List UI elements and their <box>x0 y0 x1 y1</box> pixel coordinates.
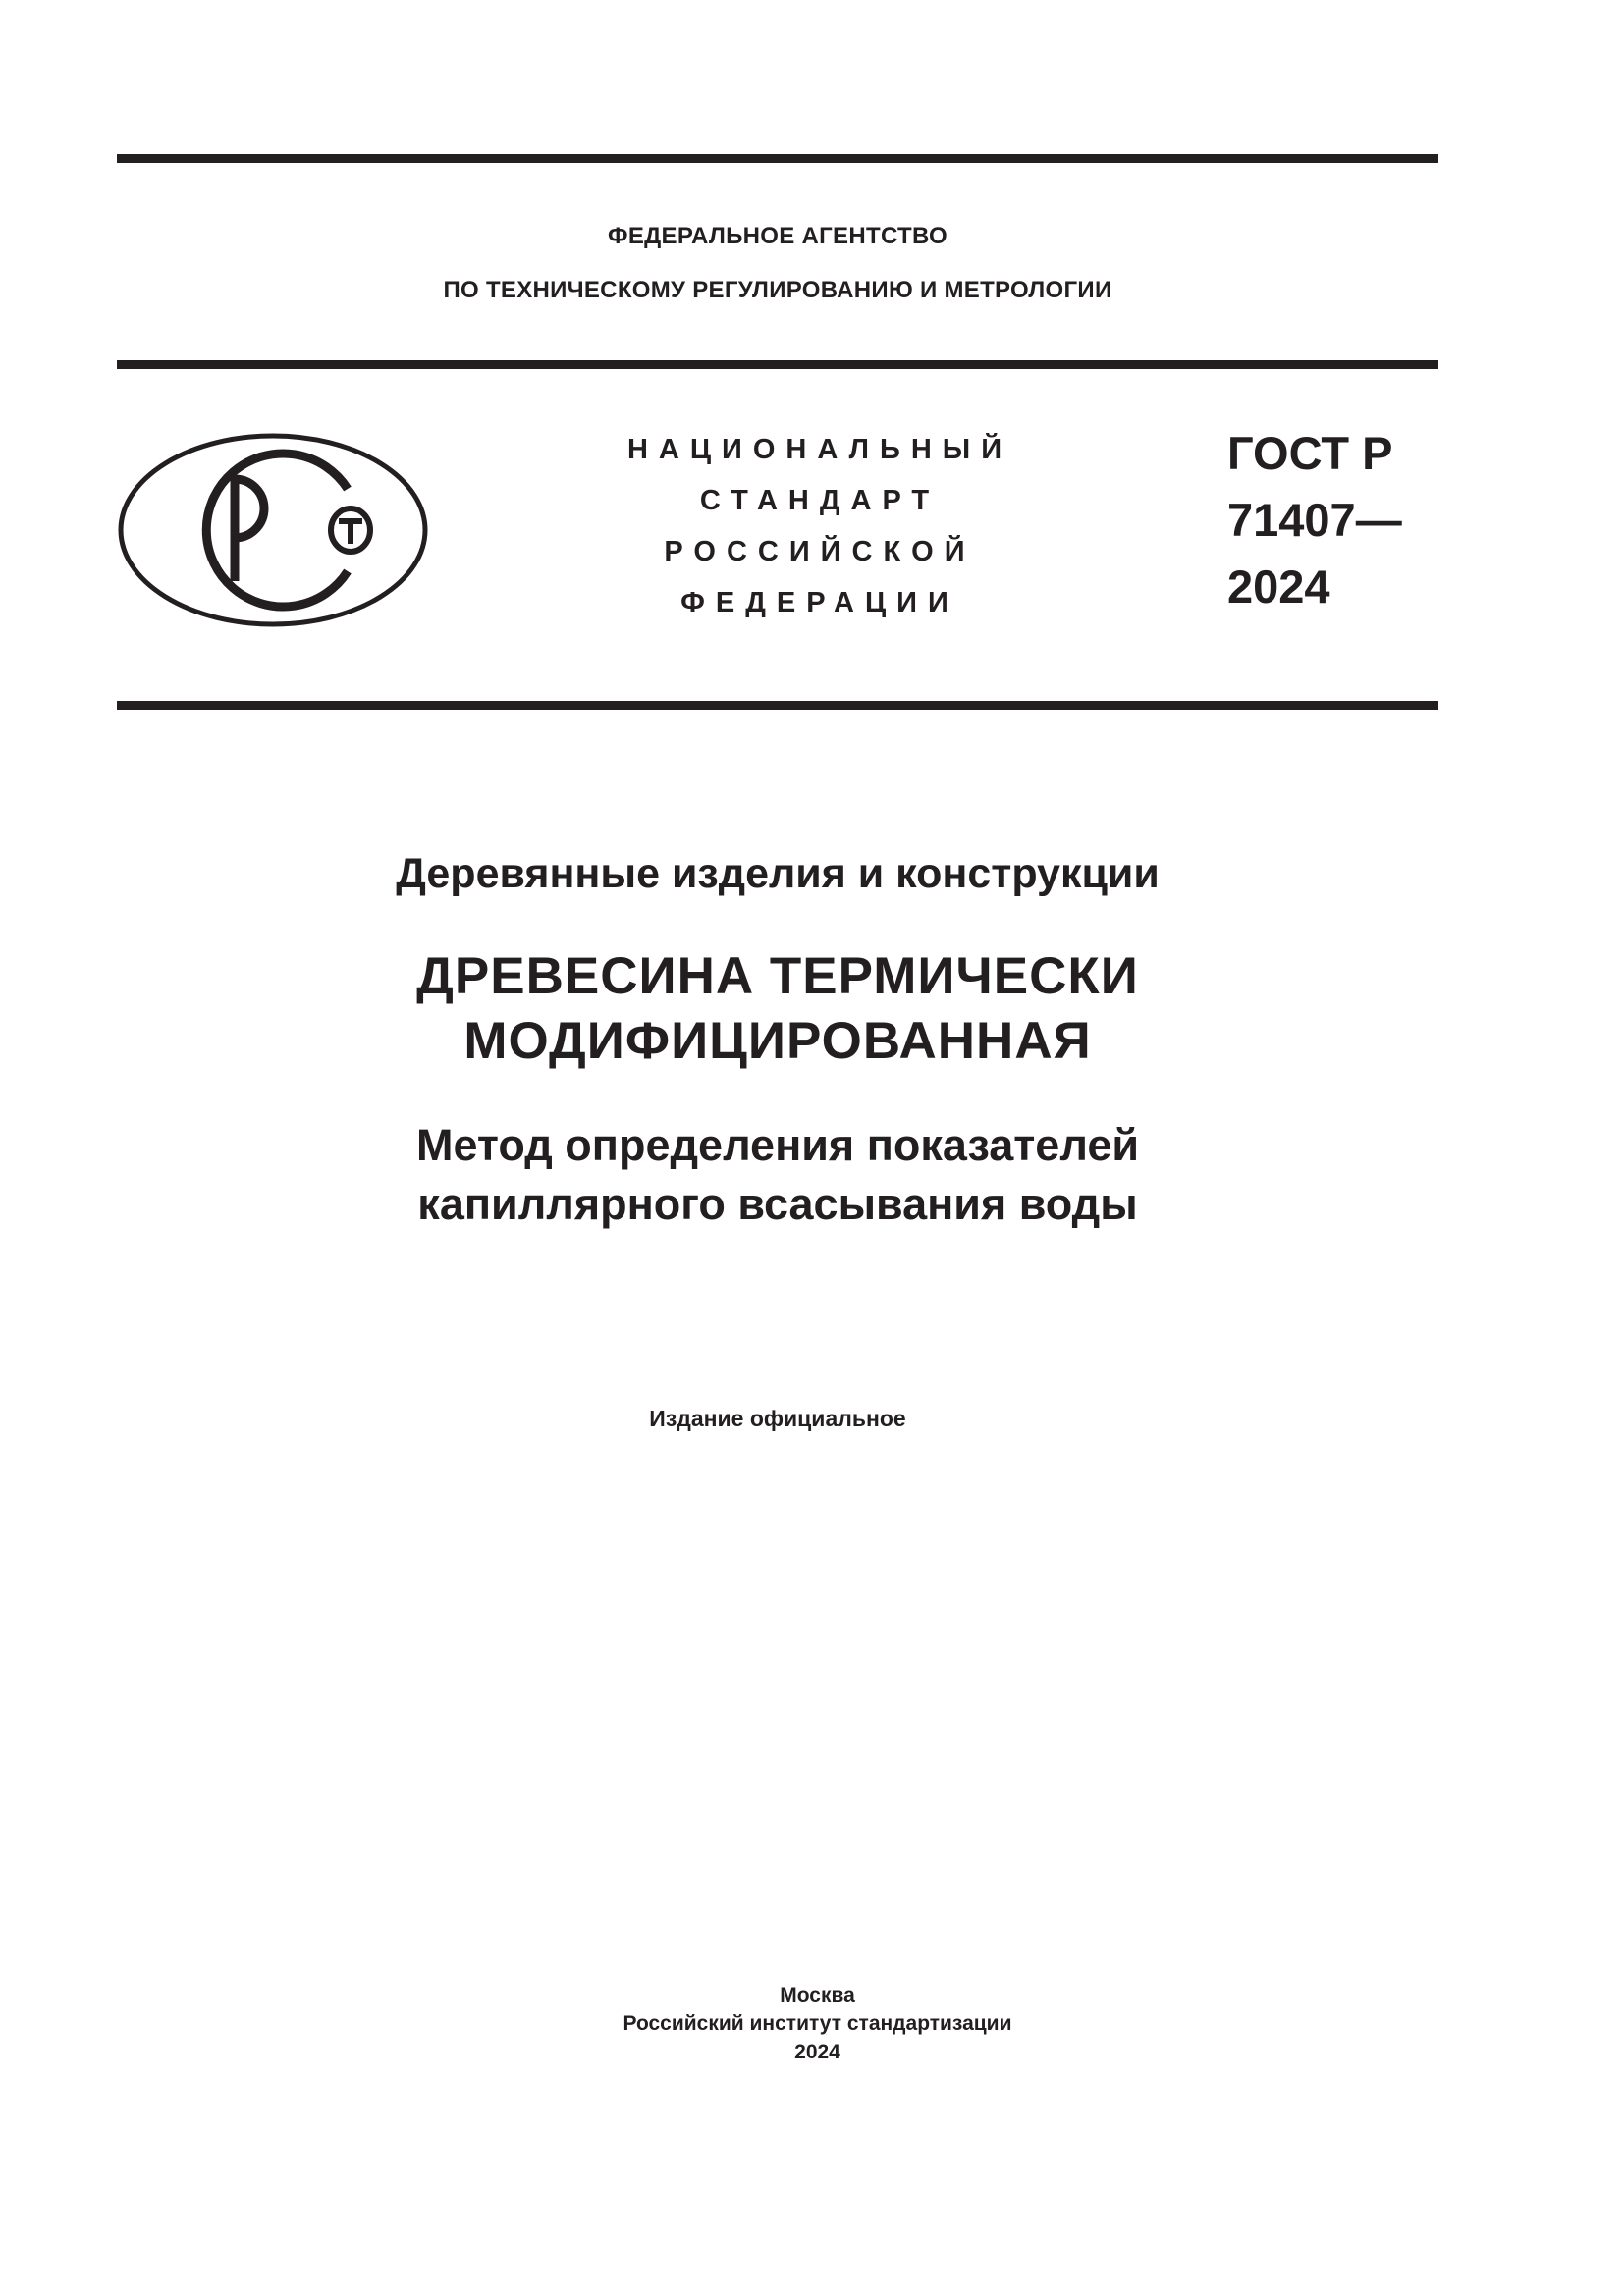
publisher-city: Москва <box>780 1984 855 2006</box>
agency-name-line-1: ФЕДЕРАЛЬНОЕ АГЕНТСТВО <box>608 223 947 249</box>
subtitle-line: Метод определения показателей <box>415 1120 1140 1170</box>
designation-line: ГОСТ Р <box>1227 427 1393 479</box>
standard-type-block <box>584 424 1056 628</box>
publisher-institute: Российский институт стандартизации <box>623 2012 1012 2035</box>
main-title-line: МОДИФИЦИРОВАННАЯ <box>463 1012 1092 1070</box>
standard-designation <box>1227 420 1438 620</box>
edition-note: Издание официальное <box>649 1406 906 1431</box>
main-title-line: ДРЕВЕСИНА ТЕРМИЧЕСКИ <box>416 947 1139 1005</box>
document-subtitle <box>117 1116 1438 1234</box>
top-rule <box>117 154 1438 163</box>
subtitle-line: капиллярного всасывания воды <box>417 1179 1138 1229</box>
document-series-title: Деревянные изделия и конструкции <box>396 850 1160 897</box>
agency-name-line-2: ПО ТЕХНИЧЕСКОМУ РЕГУЛИРОВАНИЮ И МЕТРОЛОГИИ <box>443 277 1112 303</box>
designation-line: 2024 <box>1227 561 1330 613</box>
publisher-year: 2024 <box>794 2041 840 2063</box>
rst-gost-logo-icon <box>117 432 429 628</box>
header-rule <box>117 360 1438 369</box>
document-main-title <box>117 944 1438 1074</box>
publisher-block <box>117 1981 1518 2066</box>
section-rule <box>117 701 1438 710</box>
standard-type-line: ФЕДЕРАЦИИ <box>680 587 959 618</box>
designation-line: 71407— <box>1227 494 1402 546</box>
standard-type-line: РОССИЙСКОЙ <box>664 536 976 567</box>
standard-type-line: СТАНДАРТ <box>699 485 941 516</box>
standard-type-line: НАЦИОНАЛЬНЫЙ <box>626 434 1013 465</box>
